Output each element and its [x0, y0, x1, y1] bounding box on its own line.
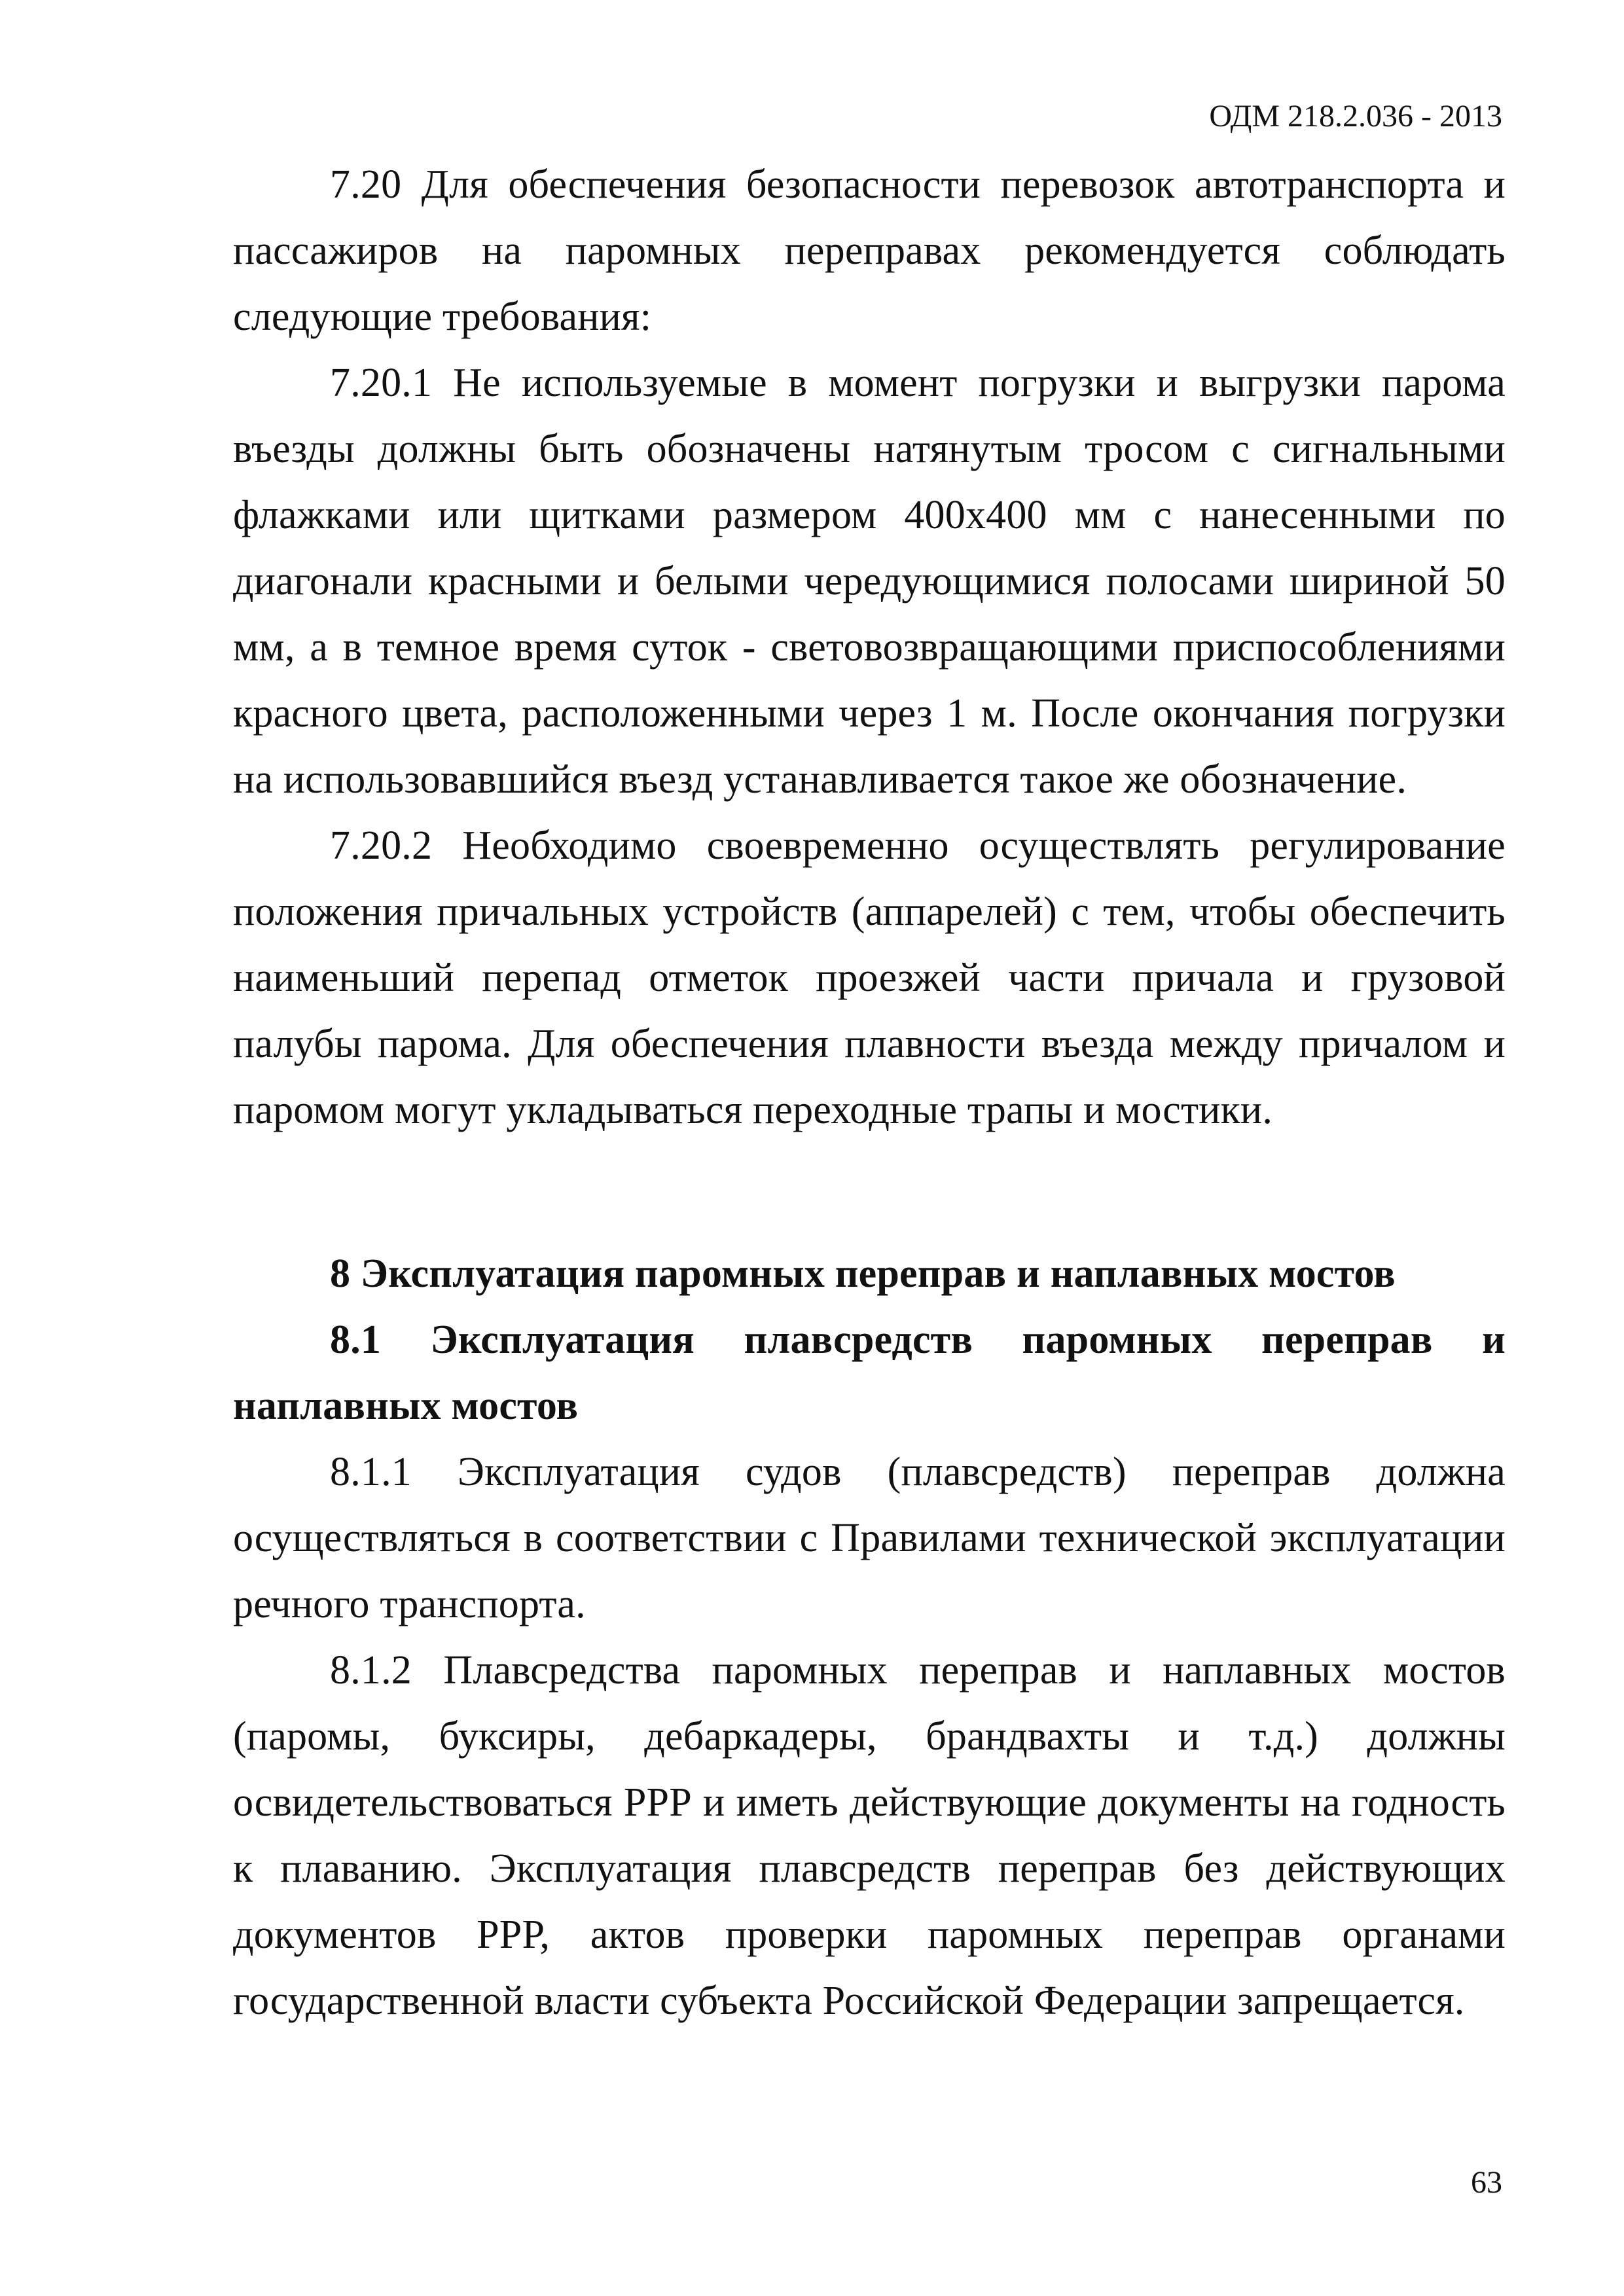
document-code-header: ОДМ 218.2.036 - 2013	[1209, 99, 1502, 134]
subsection-heading-8-1: 8.1 Эксплуатация плавсредств паромных переправ и наплавных мостов	[233, 1318, 1506, 1428]
section-heading-8: 8 Эксплуатация паромных переправ и наплавных мостов	[330, 1251, 1396, 1296]
paragraph-7-20: 7.20 Для обеспечения безопасности перевозок автотранспорта и пассажиров на паромных переправах рекомендуется соблюдать следующие требования:	[233, 162, 1506, 339]
paragraph-8-1-2: 8.1.2 Плавсредства паромных переправ и наплавных мостов (паромы, буксиры, дебаркадеры, брандвахты и т.д.) должны освидетельствоваться РРР и иметь действующие документы на годность к плаванию. Эксплуатация плавсредств переправ без действующих документов РРР, актов проверки паромных переправ органами государственной власти субъекта Российской Федерации запрещается.	[233, 1648, 1506, 2023]
paragraph-7-20-1: 7.20.1 Не используемые в момент погрузки и выгрузки парома въезды должны быть обозначены натянутым тросом с сигнальными флажками или щитками размером 400х400 мм с нанесенными по диагонали красными и белыми чередующимися полосами шириной 50 мм, а в темное время суток - световозвращающими приспособлениями красного цвета, расположенными через 1 м. После окончания погрузки на использовавшийся въезд устанавливается такое же обозначение.	[233, 361, 1506, 802]
page-number: 63	[1471, 2165, 1502, 2200]
section-spacer	[233, 1143, 1506, 1241]
paragraph-7-20-2: 7.20.2 Необходимо своевременно осуществлять регулирование положения причальных устройств (аппарелей) с тем, чтобы обеспечить наименьший перепад отметок проезжей части причала и грузовой палубы парома. Для обеспечения плавности въезда между причалом и паромом могут укладываться переходные трапы и мостики.	[233, 823, 1506, 1132]
paragraph-8-1-1: 8.1.1 Эксплуатация судов (плавсредств) переправ должна осуществляться в соответствии с Правилами технической эксплуатации речного транспорта.	[233, 1450, 1506, 1626]
document-body	[233, 152, 1506, 2034]
